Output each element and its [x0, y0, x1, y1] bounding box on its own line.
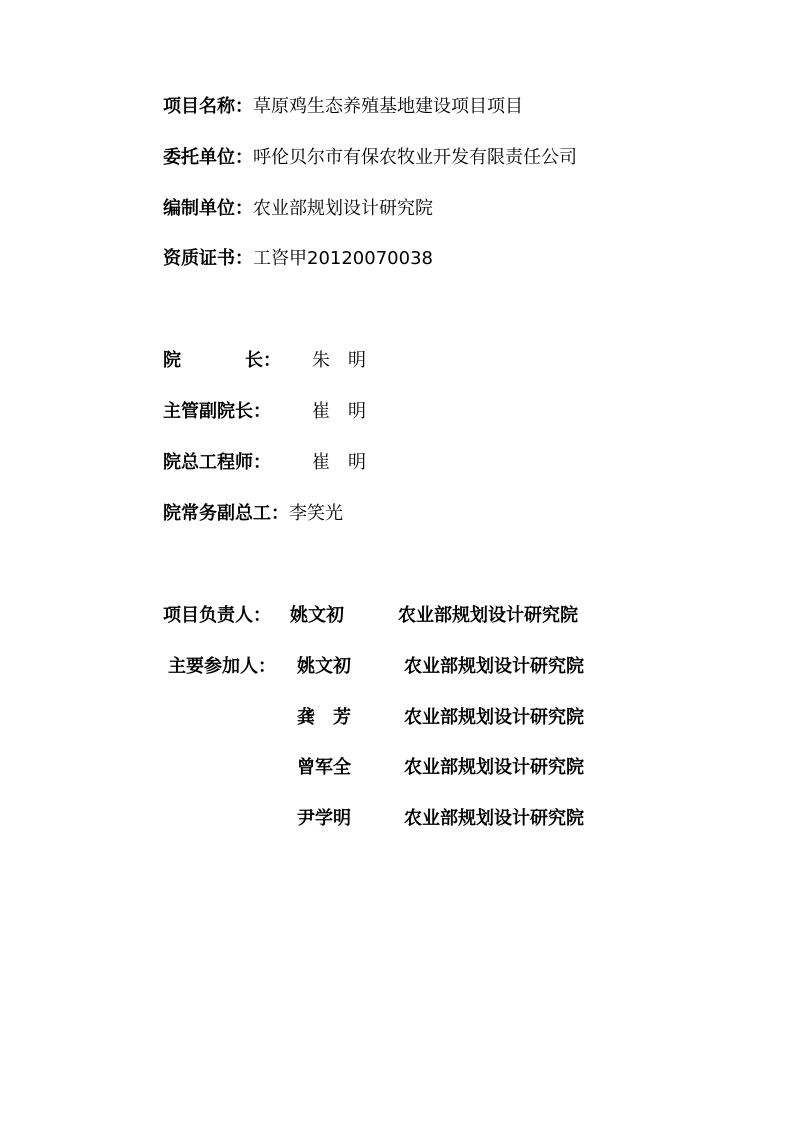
- president-value: 朱 明: [312, 350, 366, 371]
- participants-label: 主要参加人：: [168, 656, 276, 677]
- participant-name: 龚 芳: [297, 707, 351, 728]
- leader-org: 农业部规划设计研究院: [398, 605, 578, 626]
- participant-name: 姚文初: [297, 656, 351, 677]
- exec-vice-chief-line: [163, 503, 343, 525]
- leader-label: 项目负责人：: [163, 605, 271, 626]
- president-label-b: 长：: [245, 350, 281, 371]
- chief-engineer-label: 院总工程师：: [163, 452, 271, 473]
- cert-value: 工咨甲20120070038: [253, 248, 433, 269]
- exec-vice-chief-label: 院常务副总工：: [163, 503, 289, 524]
- vice-president-value: 崔 明: [312, 401, 366, 422]
- participant-org: 农业部规划设计研究院: [404, 808, 584, 829]
- client-label: 委托单位：: [163, 147, 253, 168]
- project-name-line: [163, 96, 523, 118]
- client-value: 呼伦贝尔市有保农牧业开发有限责任公司: [253, 147, 577, 168]
- compiler-label: 编制单位：: [163, 198, 253, 219]
- participant-org: 农业部规划设计研究院: [404, 757, 584, 778]
- participant-org: 农业部规划设计研究院: [404, 707, 584, 728]
- client-line: [163, 147, 577, 169]
- exec-vice-chief-value: 李笑光: [289, 503, 343, 524]
- participant-name: 尹学明: [297, 808, 351, 829]
- vice-president-label: 主管副院长：: [163, 401, 271, 422]
- project-name-label: 项目名称：: [163, 96, 253, 117]
- cert-line: [163, 248, 433, 270]
- project-name-value: 草原鸡生态养殖基地建设项目项目: [253, 96, 523, 117]
- compiler-line: [163, 198, 433, 220]
- leader-name: 姚文初: [290, 605, 344, 626]
- participant-name: 曾军全: [297, 757, 351, 778]
- compiler-value: 农业部规划设计研究院: [253, 198, 433, 219]
- president-label-a: 院: [163, 350, 181, 371]
- cert-label: 资质证书：: [163, 248, 253, 269]
- chief-engineer-value: 崔 明: [312, 452, 366, 473]
- participant-org: 农业部规划设计研究院: [404, 656, 584, 677]
